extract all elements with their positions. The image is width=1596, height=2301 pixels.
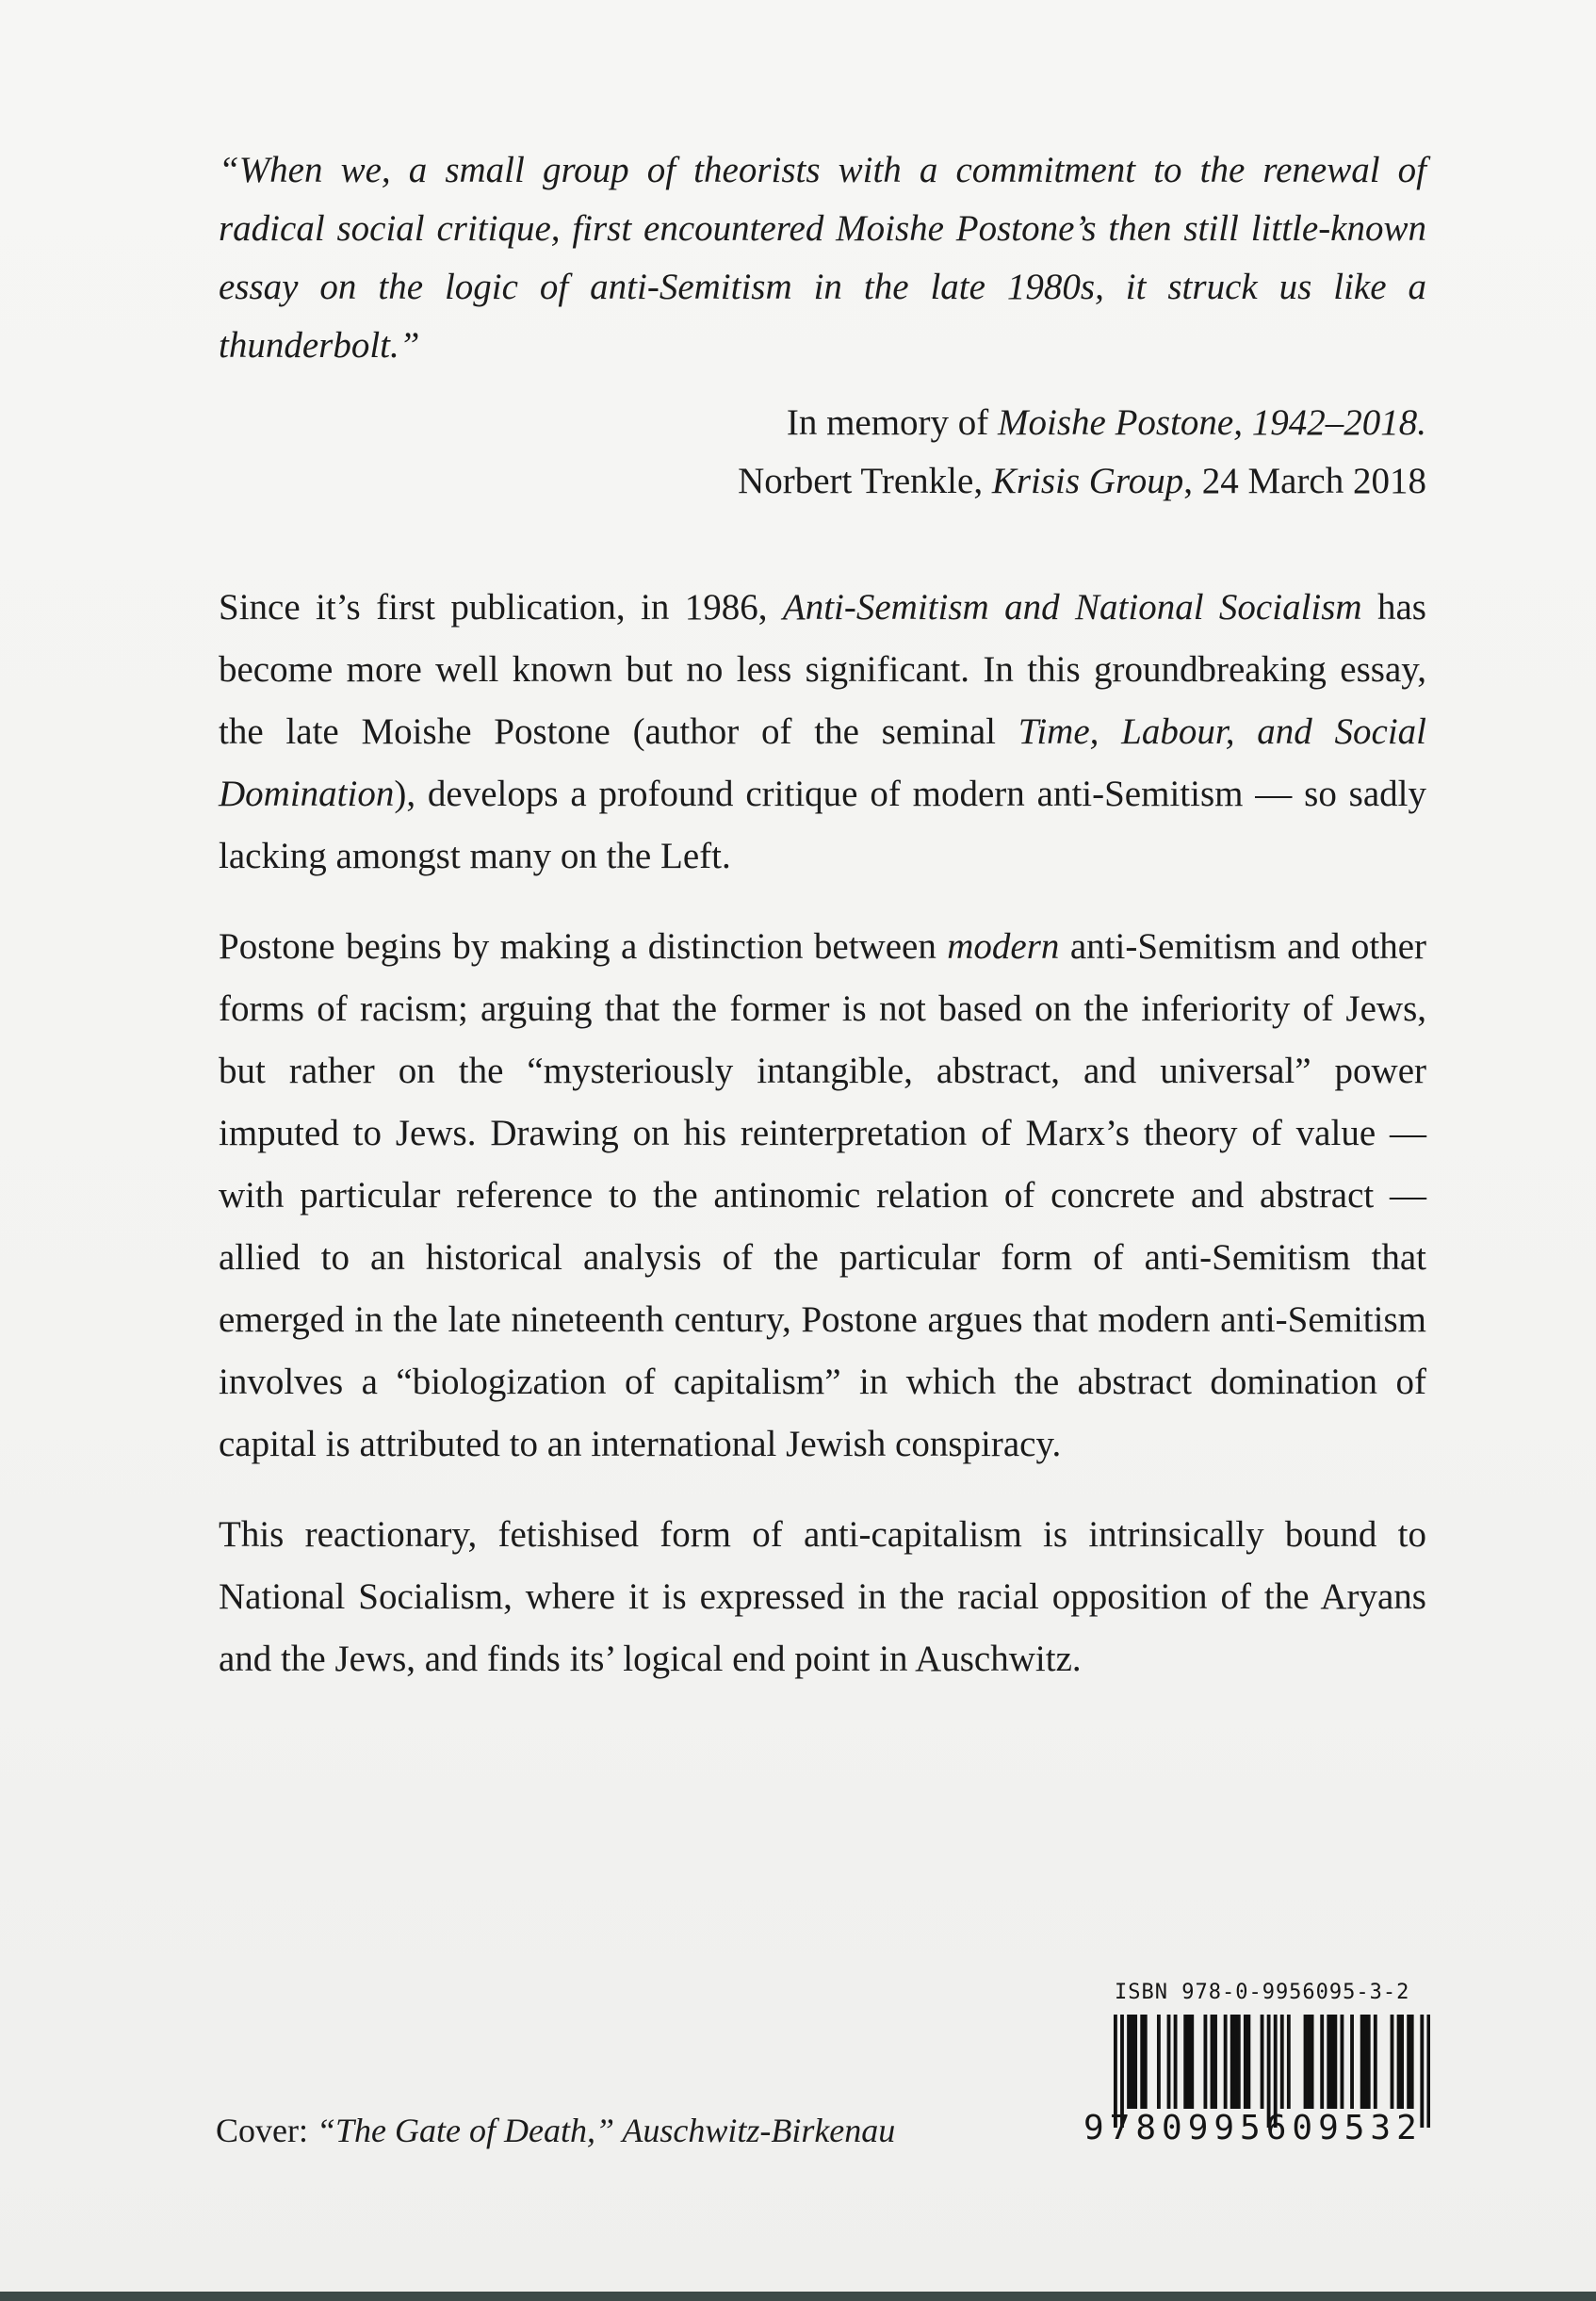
blurb-paragraph-2: Postone begins by making a distinction between modern anti-Semitism and other forms of racism; arguing that the former is not based on the inferiority of Jews, but rather on the “mysteriously intangible, abstract, and universal” power imputed to Jews. Drawing on his reinterpretation of Marx’s theory of value — with particular reference to the antinomic relation of concrete and abstract — allied to an historical analysis of the particular form of anti-Semitism that emerged in the late nineteenth century, Postone argues that modern anti-Semitism involves a “biologization of capitalism” in which the abstract domination of capital is attributed to an international Jewish conspiracy.: [219, 926, 1426, 1464]
barcode-bar: [1341, 2015, 1344, 2109]
barcode-bar: [1307, 2015, 1311, 2109]
barcode-bar: [1211, 2015, 1214, 2109]
barcode-bar: [1187, 2015, 1191, 2109]
barcode-bar: [1327, 2015, 1330, 2109]
barcode-bar: [1280, 2015, 1284, 2109]
barcode-bar: [1233, 2015, 1237, 2109]
barcode-bar: [1230, 2015, 1234, 2109]
barcode-bar: [1167, 2015, 1171, 2109]
barcode-bar: [1133, 2015, 1137, 2109]
barcode-bar: [1246, 2015, 1250, 2109]
barcode-bar: [1407, 2015, 1410, 2109]
barcode-bar: [1127, 2015, 1131, 2109]
barcode-bar: [1311, 2015, 1314, 2109]
epigraph-quote: “When we, a small group of theorists with a commitment to the renewal of radical social critique, first encountered Moishe Postone’s then still little-known essay on the logic of anti-Semitism in the late 1980s, it struck us like a thunderbolt.”: [219, 150, 1426, 366]
barcode-bar: [1190, 2015, 1194, 2109]
barcode-bar: [1367, 2015, 1371, 2109]
barcode-bar: [1244, 2015, 1247, 2109]
blurb-paragraph-3: This reactionary, fetishised form of anti-capitalism is intrinsically bound to National Socialism, where it is expressed in the racial opposition of the Aryans and the Jews, and finds its’ logical end point in Auschwitz.: [219, 1514, 1426, 1679]
back-cover-text: [219, 141, 1426, 1690]
barcode-bar: [1320, 2015, 1324, 2109]
barcode-bar: [1224, 2015, 1228, 2109]
attribution-line-author: Norbert Trenkle, Krisis Group, 24 March 2018: [738, 461, 1426, 501]
barcode-bar: [1131, 2015, 1134, 2109]
barcode-digits: 9780995609532: [1083, 2109, 1423, 2147]
barcode-bar: [1350, 2015, 1354, 2109]
barcode-bar: [1287, 2015, 1291, 2109]
blurb-paragraph-1: Since it’s first publication, in 1986, Anti-Semitism and National Socialism has become more well known but no less significant. In this groundbreaking essay, the late Moishe Postone (author of the seminal Time, Labour, and Social Domination), develops a profound critique of modern anti-Semitism — so sadly lacking amongst many on the Left.: [219, 587, 1427, 876]
barcode-bar: [1400, 2015, 1404, 2109]
barcode-bar: [1237, 2015, 1241, 2109]
barcode-bar: [1140, 2015, 1144, 2109]
barcode-bar: [1157, 2015, 1161, 2109]
barcode-bar: [1261, 2015, 1264, 2109]
barcode-bar: [1360, 2015, 1364, 2109]
barcode-bar: [1397, 2015, 1401, 2109]
barcode-bar: [1304, 2015, 1308, 2109]
barcode-bar: [1410, 2015, 1414, 2109]
barcode-bar: [1183, 2015, 1187, 2109]
quote-attribution: [219, 394, 1426, 511]
cover-credit: Cover: “The Gate of Death,” Auschwitz-Birkenau: [216, 2112, 896, 2149]
attribution-line-memory: In memory of Moishe Postone, 1942–2018.: [786, 402, 1426, 443]
barcode-bar: [1203, 2015, 1207, 2109]
barcode-bar: [1333, 2015, 1337, 2109]
barcode-bar: [1363, 2015, 1367, 2109]
barcode-bar: [1144, 2015, 1148, 2109]
barcode-bar: [1213, 2015, 1217, 2109]
barcode-bar: [1330, 2015, 1334, 2109]
barcode-bar: [1391, 2015, 1394, 2109]
barcode-bar: [1174, 2015, 1178, 2109]
isbn-label: ISBN 978-0-9956095-3-2: [1115, 1981, 1410, 2004]
barcode-bar: [1374, 2015, 1377, 2109]
page-bottom-edge: [0, 2292, 1596, 2301]
